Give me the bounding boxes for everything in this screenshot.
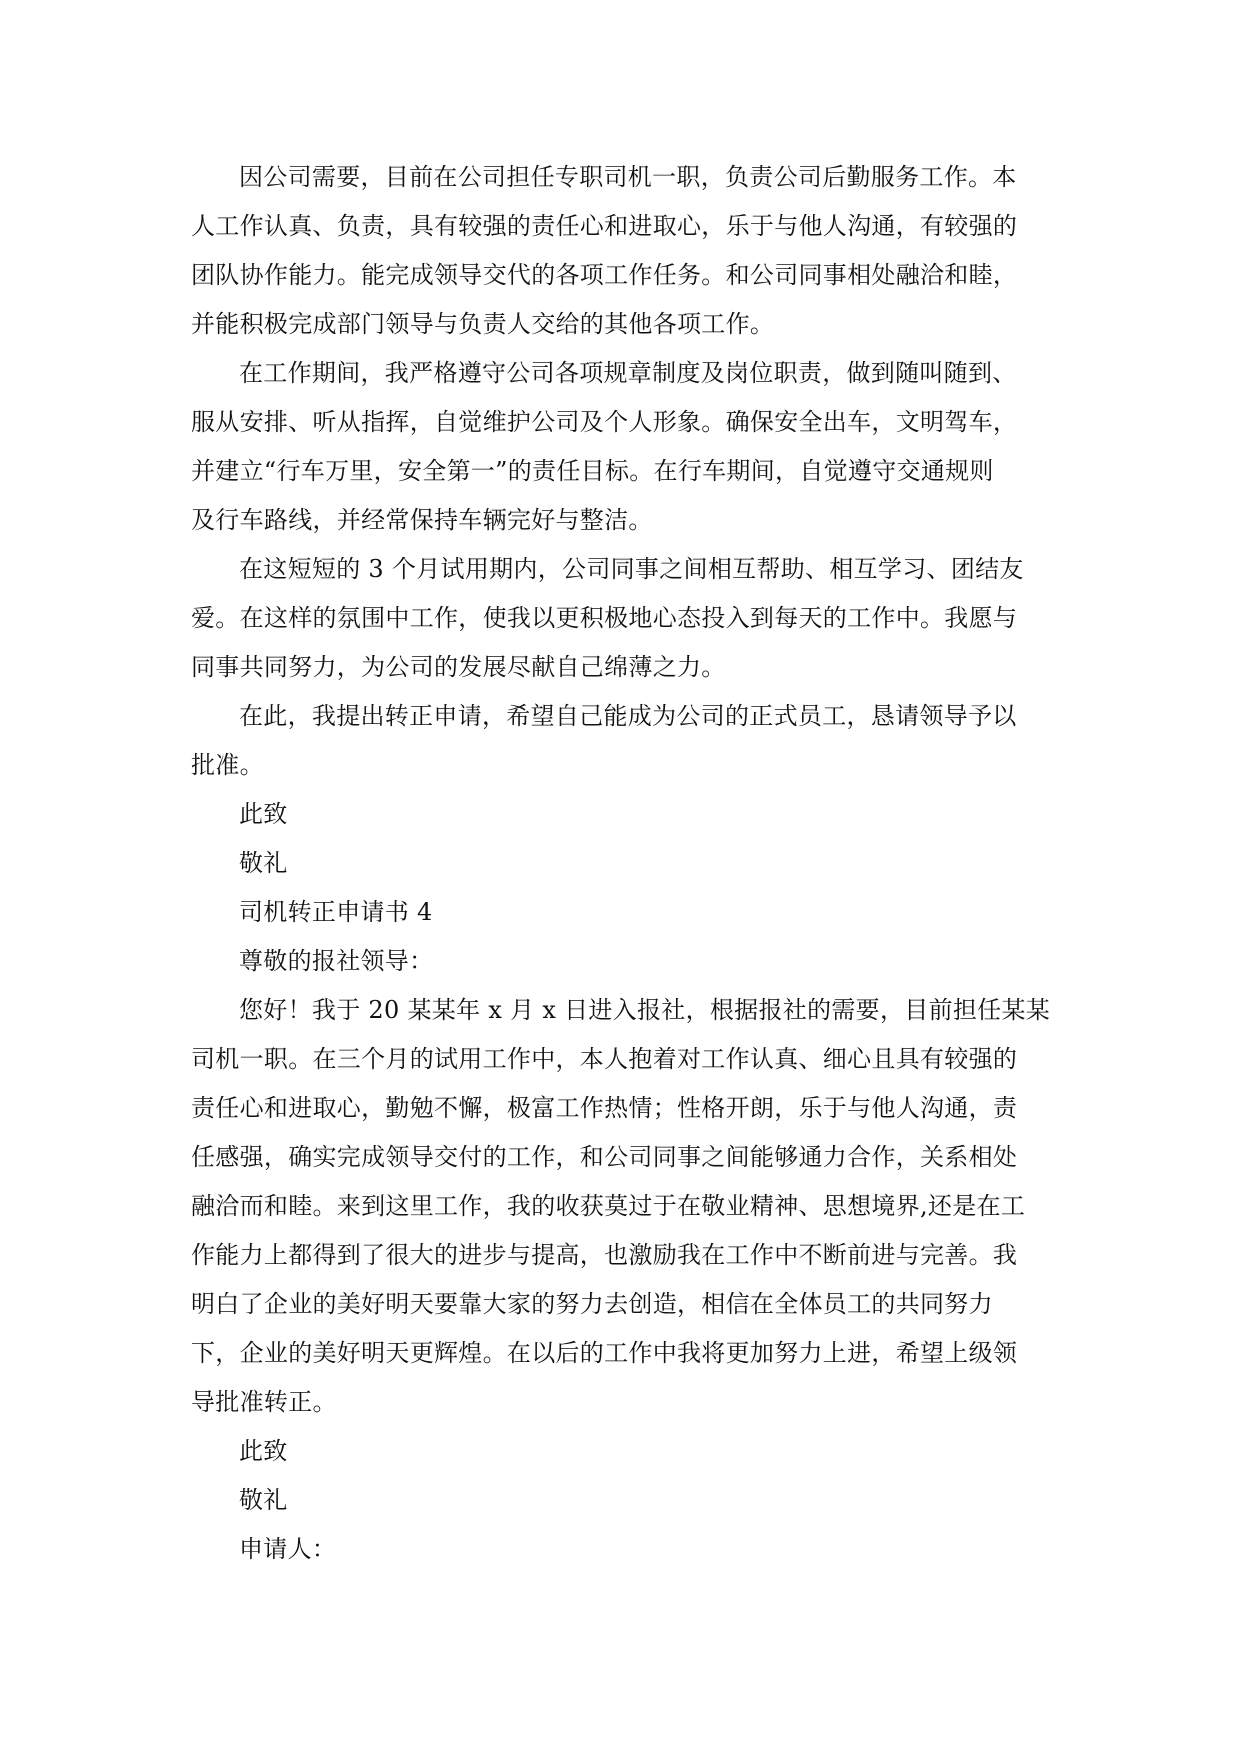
paragraph-request xyxy=(191,692,1051,790)
text-line: 在工作期间，我严格遵守公司各项规章制度及岗位职责，做到随叫随到、 xyxy=(239,359,1017,387)
text-line: 爱。在这样的氛围中工作，使我以更积极地心态投入到每天的工作中。我愿与 xyxy=(191,604,1018,632)
text-line: 司机一职。在三个月的试用工作中，本人抱着对工作认真、细心且具有较强的 xyxy=(191,1045,1018,1073)
text-line: 作能力上都得到了很大的进步与提高，也激励我在工作中不断前进与完善。我 xyxy=(191,1241,1018,1269)
text-line: 申请人： xyxy=(239,1535,337,1563)
text-line: 在此，我提出转正申请，希望自己能成为公司的正式员工，恳请领导予以 xyxy=(239,702,1017,730)
text-line: 司机转正申请书 4 xyxy=(239,898,433,926)
paragraph-letter-body xyxy=(191,986,1051,1427)
text-line: 因公司需要，目前在公司担任专职司机一职，负责公司后勤服务工作。本 xyxy=(239,163,1017,191)
closing-salutation xyxy=(191,1427,1051,1476)
paragraph-probation xyxy=(191,545,1051,692)
text-line: 融洽而和睦。来到这里工作，我的收获莫过于在敬业精神、思想境界,还是在工 xyxy=(191,1192,1026,1220)
text-line: 任感强，确实完成领导交付的工作，和公司同事之间能够通力合作，关系相处 xyxy=(191,1143,1018,1171)
text-line: 尊敬的报社领导： xyxy=(239,947,434,975)
text-line: 明白了企业的美好明天要靠大家的努力去创造，相信在全体员工的共同努力 xyxy=(191,1290,993,1318)
text-line: 同事共同努力，为公司的发展尽献自己绵薄之力。 xyxy=(191,653,726,681)
text-line: 此致 xyxy=(239,800,288,828)
section-heading xyxy=(191,888,1051,937)
text-line: 敬礼 xyxy=(239,1486,288,1514)
text-line: 团队协作能力。能完成领导交代的各项工作任务。和公司同事相处融洽和睦， xyxy=(191,261,1018,289)
text-line: 服从安排、听从指挥，自觉维护公司及个人形象。确保安全出车，文明驾车， xyxy=(191,408,1018,436)
text-line: 在这短短的 3 个月试用期内，公司同事之间相互帮助、相互学习、团结友 xyxy=(239,555,1024,583)
text-line: 敬礼 xyxy=(239,849,288,877)
text-line: 此致 xyxy=(239,1437,288,1465)
closing-regards xyxy=(191,839,1051,888)
text-line: 批准。 xyxy=(191,751,264,779)
text-line: 下，企业的美好明天更辉煌。在以后的工作中我将更加努力上进，希望上级领 xyxy=(191,1339,1018,1367)
text-line: 及行车路线，并经常保持车辆完好与整洁。 xyxy=(191,506,653,534)
text-line: 责任心和进取心，勤勉不懈，极富工作热情；性格开朗，乐于与他人沟通，责 xyxy=(191,1094,1018,1122)
document-body xyxy=(191,153,1051,1574)
letter-greeting xyxy=(191,937,1051,986)
applicant-signature xyxy=(191,1525,1051,1574)
text-line: 人工作认真、负责，具有较强的责任心和进取心，乐于与他人沟通，有较强的 xyxy=(191,212,1018,240)
paragraph-work-conduct xyxy=(191,349,1051,545)
closing-salutation xyxy=(191,790,1051,839)
text-line: 并能积极完成部门领导与负责人交给的其他各项工作。 xyxy=(191,310,775,338)
text-line: 并建立“行车万里，安全第一”的责任目标。在行车期间，自觉遵守交通规则 xyxy=(191,457,994,485)
text-line: 导批准转正。 xyxy=(191,1388,337,1416)
text-line: 您好！我于 20 某某年 x 月 x 日进入报社，根据报社的需要，目前担任某某 xyxy=(239,996,1051,1024)
closing-regards xyxy=(191,1476,1051,1525)
paragraph-work-duties xyxy=(191,153,1051,349)
